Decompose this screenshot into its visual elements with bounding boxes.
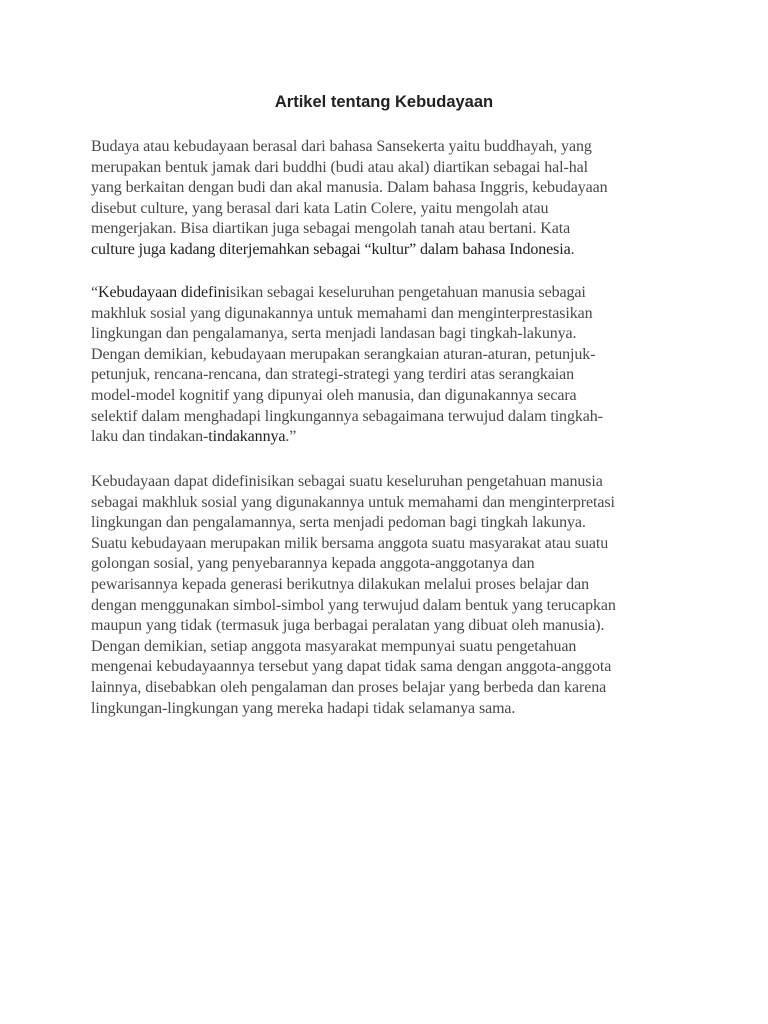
text-segment: maupun yang tidak (termasuk juga berbagai peralatan yang dibuat oleh manusia). (91, 617, 605, 635)
text-line (91, 199, 691, 220)
text-line (91, 178, 691, 199)
text-line (91, 365, 691, 386)
text-segment: sikan sebagai keseluruhan pengetahuan manusia sebagai (229, 284, 586, 301)
text-segment: disebut culture, yang berasal dari kata Latin Colere, yaitu mengolah atau (91, 199, 549, 217)
text-segment: petunjuk, rencana-rencana, dan strategi-strategi yang terdiri atas serangkaian (91, 366, 575, 384)
text-segment: lingkungan dan pengalamanya, serta menjadi landasan bagi tingkah-lakunya. (91, 325, 577, 343)
text-line (91, 304, 691, 325)
text-line (91, 219, 691, 240)
text-line (91, 637, 691, 658)
emphasized-text: tindakannya (208, 428, 286, 446)
text-segment: mengerjakan. Bisa diartikan juga sebagai mengolah tanah atau bertani. Kata (91, 220, 571, 238)
paragraph-origin-of-culture (91, 137, 691, 261)
text-segment: Kebudayaan dapat didefinisikan sebagai suatu keseluruhan pengetahuan manusia (91, 473, 603, 490)
text-line (91, 386, 691, 407)
text-line (91, 427, 691, 448)
text-line (91, 678, 691, 699)
text-segment: yang berkaitan dengan budi dan akal manusia. Dalam bahasa Inggris, kebudayaan (91, 179, 608, 197)
text-line (91, 345, 691, 366)
paragraph-culture-definition (91, 472, 691, 719)
text-line (91, 324, 691, 345)
text-line (91, 616, 691, 637)
text-line (91, 493, 691, 514)
text-segment: merupakan bentuk jamak dari buddhi (budi atau akal) diartikan sebagai hal-hal (91, 158, 589, 176)
text-segment: Budaya atau kebudayaan berasal dari bahasa Sansekerta yaitu buddhayah, yang (91, 138, 592, 155)
text-line (91, 554, 691, 575)
text-line (91, 137, 691, 158)
text-line (91, 283, 691, 304)
text-segment: “ (91, 284, 99, 301)
text-line (91, 407, 691, 428)
text-segment: model-model kognitif yang dipunyai oleh manusia, dan digunakannya secara (91, 386, 577, 404)
text-segment: lingkungan dan pengalamannya, serta menjadi pedoman bagi tingkah lakunya. (91, 514, 586, 532)
text-segment: Dengan demikian, kebudayaan merupakan serangkaian aturan-aturan, petunjuk- (91, 345, 596, 363)
text-line (91, 699, 691, 720)
text-segment: Suatu kebudayaan merupakan milik bersama anggota suatu masyarakat atau suatu (91, 534, 609, 552)
text-line (91, 657, 691, 678)
text-line (91, 513, 691, 534)
text-segment: sebagai makhluk sosial yang digunakannya untuk memahami dan menginterpretasi (91, 493, 615, 511)
text-segment: dengan menggunakan simbol-simbol yang terwujud dalam bentuk yang terucapkan (91, 596, 616, 614)
text-line (91, 158, 691, 179)
text-segment: lainnya, disebabkan oleh pengalaman dan proses belajar yang berbeda dan karena (91, 678, 607, 696)
emphasized-text: Kebudayaan didefini (98, 284, 230, 301)
text-segment: .” (285, 428, 297, 446)
text-line (91, 240, 691, 261)
text-segment: Dengan demikian, setiap anggota masyarakat mempunyai suatu pengetahuan (91, 637, 577, 655)
text-segment: pewarisannya kepada generasi berikutnya dilakukan melalui proses belajar dan (91, 575, 589, 593)
document-title: Artikel tentang Kebudayaan (274, 93, 494, 111)
text-segment: selektif dalam menghadapi lingkungannya sebagaimana terwujud dalam tingkah- (91, 407, 603, 425)
text-line (91, 596, 691, 617)
paragraph-culture-definition-quote (91, 283, 691, 448)
text-segment: laku dan tindakan- (91, 428, 209, 446)
text-segment: makhluk sosial yang digunakannya untuk memahami dan menginterprestasikan (91, 304, 593, 322)
text-segment: lingkungan-lingkungan yang mereka hadapi tidak selamanya sama. (91, 699, 516, 717)
text-line (91, 575, 691, 596)
text-segment: mengenai kebudayaannya tersebut yang dapat tidak sama dengan anggota-anggota (91, 658, 612, 676)
emphasized-text: culture juga kadang diterjemahkan sebagai “kultur” dalam bahasa Indonesia (91, 240, 571, 258)
text-segment: golongan sosial, yang penyebarannya kepada anggota-anggotanya dan (91, 555, 535, 573)
text-line (91, 534, 691, 555)
text-line (91, 472, 691, 493)
text-segment: . (570, 240, 575, 258)
